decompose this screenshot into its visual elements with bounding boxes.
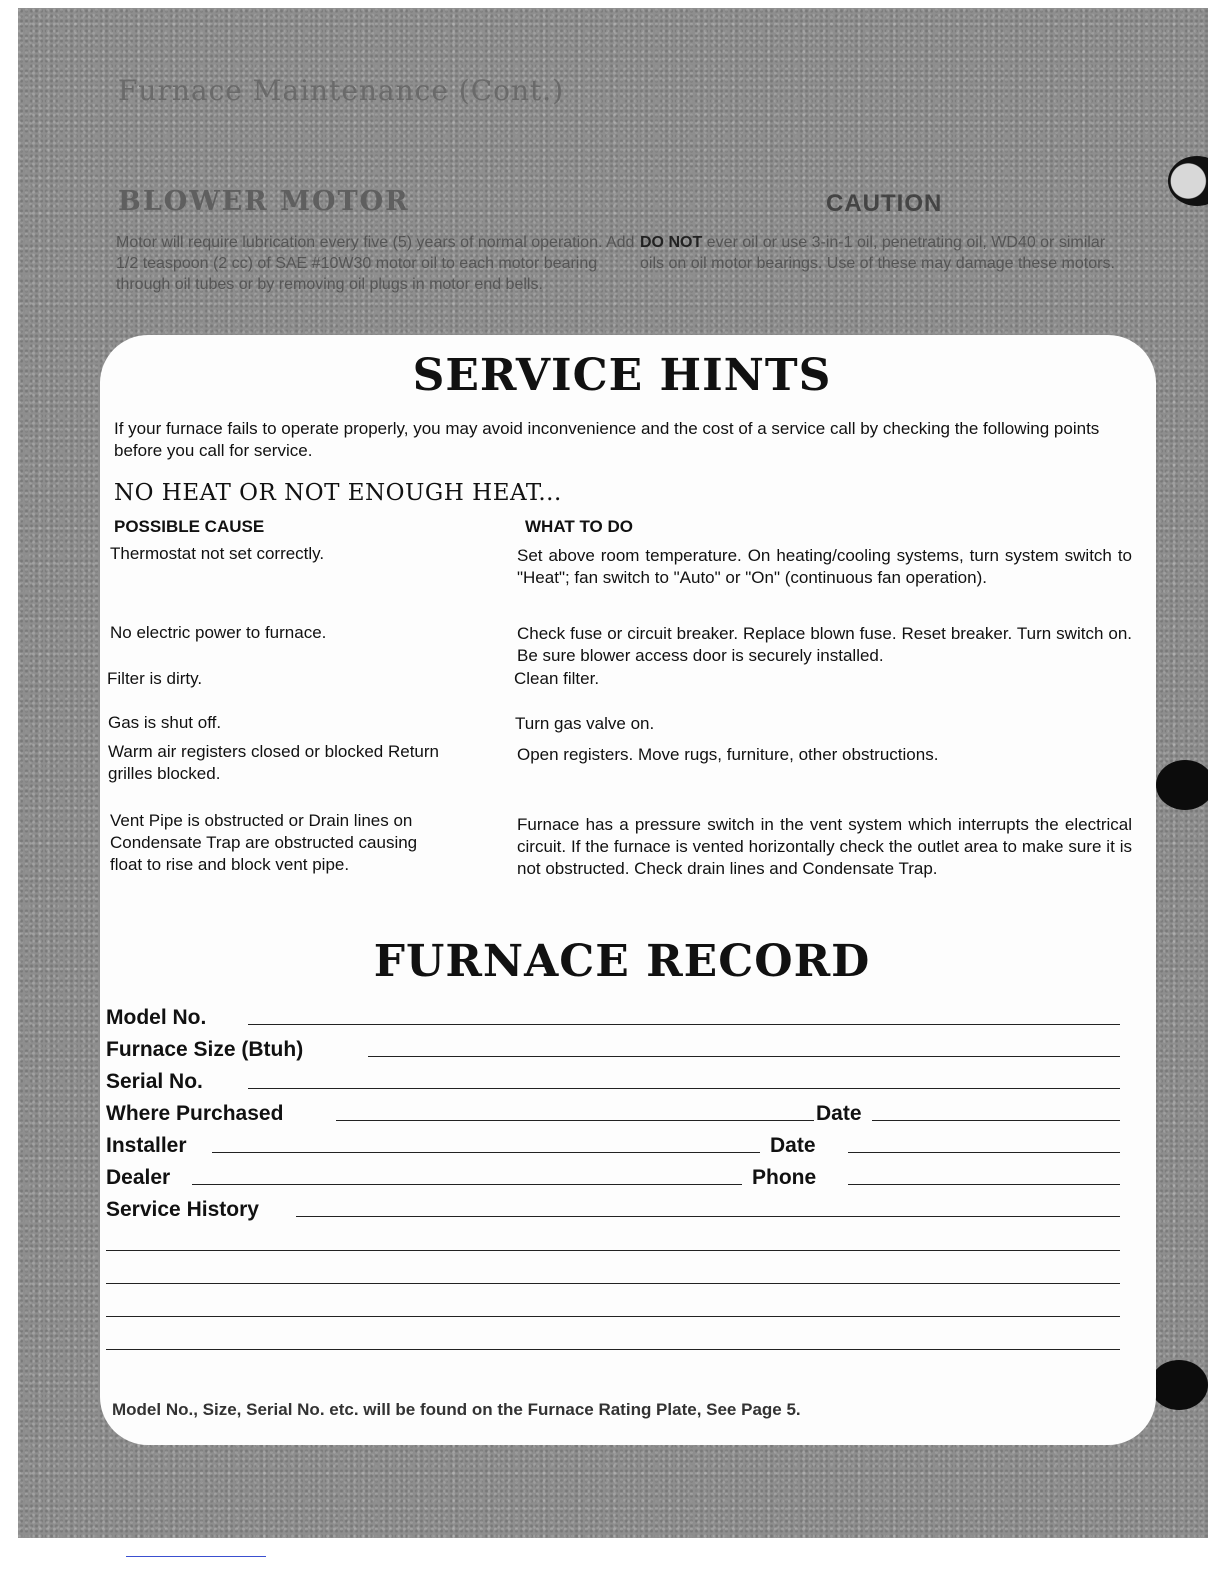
where-purchased-field-line[interactable]	[336, 1120, 814, 1121]
caution-emphasis: DO NOT	[640, 234, 703, 251]
furnace-record-title: FURNACE RECORD	[373, 936, 871, 987]
service-history-label: Service History	[106, 1198, 259, 1221]
caution-text	[640, 232, 1130, 274]
service-hints-title: SERVICE HINTS	[412, 350, 832, 401]
possible-cause-header: POSSIBLE CAUSE	[114, 517, 265, 536]
cause-item: Vent Pipe is obstructed or Drain lines on Condensate Trap are obstructed causing float to rise and block vent pipe.	[110, 811, 418, 874]
install-date-field-line[interactable]	[848, 1152, 1120, 1153]
service-history-field-line[interactable]	[296, 1216, 1120, 1217]
todo-item: Turn gas valve on.	[515, 714, 655, 733]
dealer-label: Dealer	[106, 1166, 171, 1189]
size-field-line[interactable]	[368, 1056, 1120, 1057]
cause-item: Thermostat not set correctly.	[110, 544, 325, 563]
blower-motor-heading: BLOWER MOTOR	[118, 186, 410, 217]
caution-body: ever oil or use 3-in-1 oil, penetrating oil, WD40 or similar oils on oil motor bearings. Use of these may damage these motors.	[640, 234, 1115, 272]
service-history-line[interactable]	[106, 1349, 1120, 1350]
scan-artifact-line	[126, 1556, 266, 1557]
dealer-field-line[interactable]	[192, 1184, 742, 1185]
binder-hole	[1168, 156, 1208, 206]
caution-heading: CAUTION	[826, 190, 943, 217]
binder-hole	[1156, 760, 1208, 810]
service-hints-intro: If your furnace fails to operate properly, you may avoid inconvenience and the cost of a service call by checking the following points before you call for service.	[114, 419, 1100, 460]
purchase-date-field-line[interactable]	[872, 1120, 1120, 1121]
section-title: Furnace Maintenance (Cont.)	[118, 74, 565, 107]
what-to-do-header: WHAT TO DO	[525, 517, 633, 536]
installer-label: Installer	[106, 1134, 187, 1157]
todo-item: Set above room temperature. On heating/cooling systems, turn system switch to "Heat"; fan switch to "Auto" or "On" (continuous fan operation).	[517, 546, 1132, 587]
cause-item: No electric power to furnace.	[110, 623, 327, 642]
cause-item: Gas is shut off.	[108, 713, 222, 732]
no-heat-heading: NO HEAT OR NOT ENOUGH HEAT...	[114, 480, 562, 506]
size-label: Furnace Size (Btuh)	[106, 1038, 304, 1061]
rating-plate-footnote: Model No., Size, Serial No. etc. will be found on the Furnace Rating Plate, See Page 5.	[112, 1400, 801, 1419]
cause-item: Warm air registers closed or blocked Return grilles blocked.	[108, 742, 439, 783]
serial-field-line[interactable]	[248, 1088, 1120, 1089]
phone-field-line[interactable]	[848, 1184, 1120, 1185]
serial-label: Serial No.	[106, 1070, 203, 1093]
installer-field-line[interactable]	[212, 1152, 760, 1153]
install-date-label: Date	[770, 1134, 816, 1157]
service-history-line[interactable]	[106, 1316, 1120, 1317]
service-history-line[interactable]	[106, 1250, 1120, 1251]
blower-motor-text: Motor will require lubrication every five (5) years of normal operation. Add 1/2 teaspoon (2 cc) of SAE #10W30 motor oil to each motor bearing through oil tubes or by removing oil plugs in motor end bells.	[116, 234, 635, 293]
purchase-date-label: Date	[816, 1102, 862, 1125]
model-field-line[interactable]	[248, 1024, 1120, 1025]
cause-item: Filter is dirty.	[107, 669, 203, 688]
where-purchased-label: Where Purchased	[106, 1102, 284, 1125]
todo-item: Furnace has a pressure switch in the vent system which interrupts the electrical circuit. If the furnace is vented horizontally check the outlet area to make sure it is not obstructed. Check drain lines and Condensate Trap.	[517, 815, 1132, 878]
phone-label: Phone	[752, 1166, 817, 1189]
service-history-line[interactable]	[106, 1283, 1120, 1284]
todo-item: Check fuse or circuit breaker. Replace blown fuse. Reset breaker. Turn switch on. Be sure blower access door is securely installed.	[517, 624, 1132, 665]
binder-hole	[1150, 1360, 1208, 1410]
todo-item: Open registers. Move rugs, furniture, other obstructions.	[517, 745, 939, 764]
model-label: Model No.	[106, 1006, 207, 1029]
todo-item: Clean filter.	[514, 669, 600, 688]
